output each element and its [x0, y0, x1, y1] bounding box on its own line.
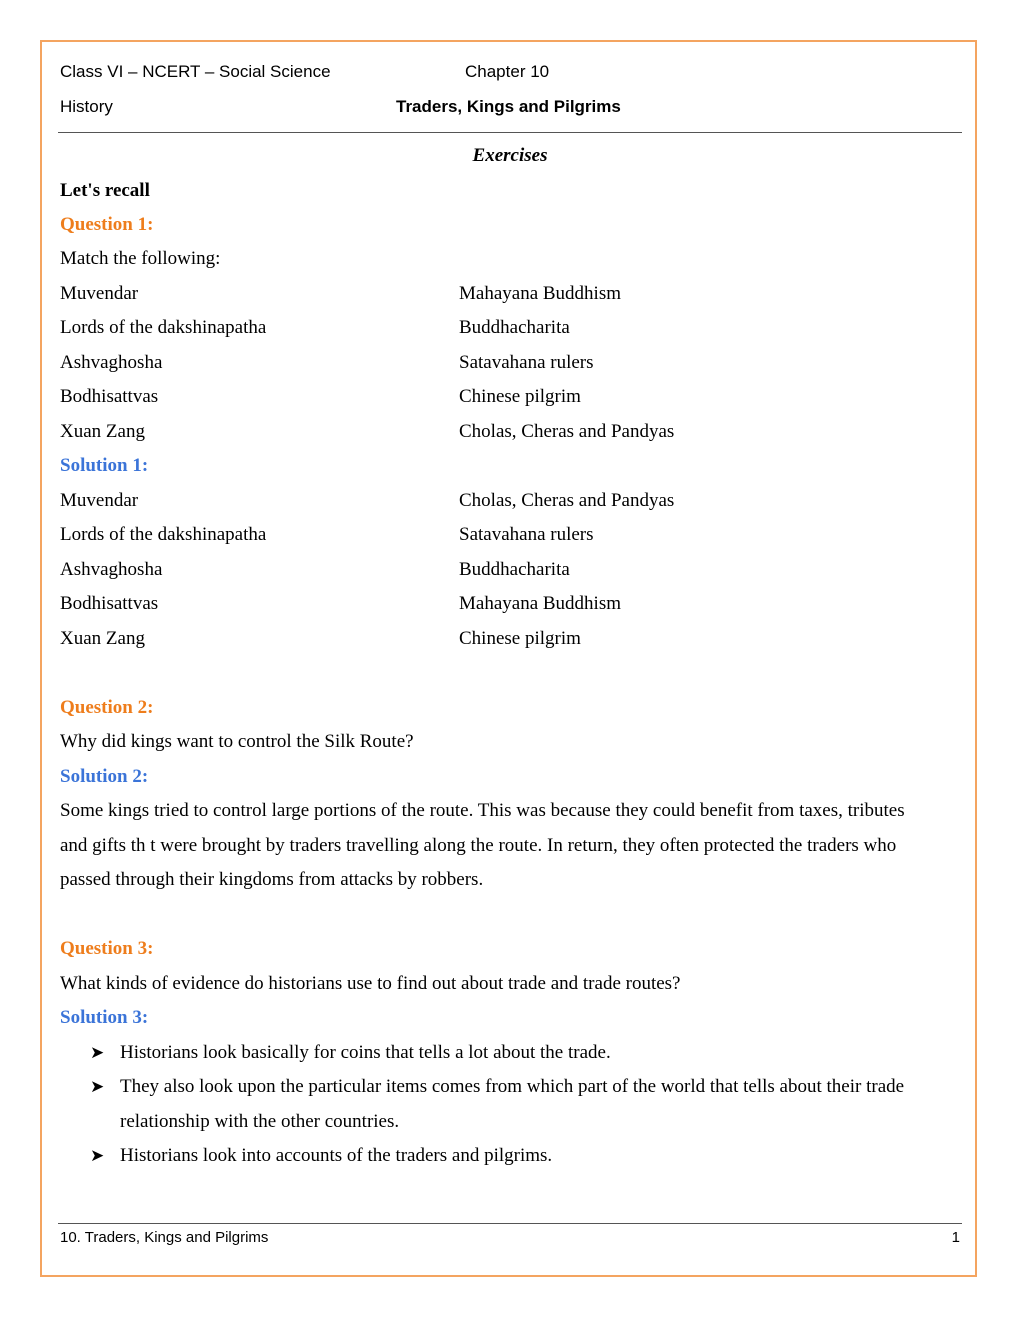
- answer-left: Xuan Zang: [60, 628, 145, 649]
- answer-right: Buddhacharita: [459, 559, 570, 580]
- match-right: Cholas, Cheras and Pandyas: [459, 421, 675, 442]
- question-2-label: Question 2:: [60, 697, 154, 718]
- match-right: Buddhacharita: [459, 317, 570, 338]
- answer-left: Ashvaghosha: [60, 559, 163, 580]
- solution-2-line: Some kings tried to control large portions of the route. This was because they could benefit from taxes, tributes: [60, 800, 905, 821]
- section-title: Let's recall: [60, 180, 150, 201]
- question-1-label: Question 1:: [60, 214, 154, 235]
- solution-2-label: Solution 2:: [60, 766, 149, 787]
- solution-1-label: Solution 1:: [60, 455, 149, 476]
- question-1-prompt: Match the following:: [60, 248, 221, 269]
- match-right: Satavahana rulers: [459, 352, 594, 373]
- header-subject: History: [60, 97, 113, 116]
- arrow-bullet-icon: ➤: [90, 1043, 105, 1063]
- solution-2-line: and gifts th t were brought by traders travelling along the route. In return, they often protected the traders who: [60, 835, 897, 856]
- solution-2-line: passed through their kingdoms from attacks by robbers.: [60, 869, 484, 890]
- answer-left: Bodhisattvas: [60, 593, 159, 614]
- arrow-bullet-icon: ➤: [90, 1146, 105, 1166]
- match-left: Lords of the dakshinapatha: [60, 317, 267, 338]
- answer-right: Satavahana rulers: [459, 524, 594, 545]
- footer-divider: [58, 1223, 962, 1224]
- bullet-line: relationship with the other countries.: [120, 1111, 400, 1132]
- header-chapter: Chapter 10: [465, 62, 550, 81]
- answer-right: Cholas, Cheras and Pandyas: [459, 490, 675, 511]
- arrow-bullet-icon: ➤: [90, 1077, 105, 1097]
- answer-right: Mahayana Buddhism: [459, 593, 622, 614]
- exercises-title: Exercises: [472, 145, 548, 166]
- match-left: Muvendar: [60, 283, 139, 304]
- answer-right: Chinese pilgrim: [459, 628, 581, 649]
- match-left: Bodhisattvas: [60, 386, 159, 407]
- match-right: Mahayana Buddhism: [459, 283, 622, 304]
- page-number: 1: [951, 1229, 960, 1246]
- question-3-label: Question 3:: [60, 938, 154, 959]
- answer-left: Muvendar: [60, 490, 139, 511]
- footer-chapter-title: 10. Traders, Kings and Pilgrims: [60, 1229, 269, 1246]
- match-left: Ashvaghosha: [60, 352, 163, 373]
- solution-3-label: Solution 3:: [60, 1007, 149, 1028]
- header-divider: [58, 132, 962, 133]
- match-right: Chinese pilgrim: [459, 386, 581, 407]
- question-2-prompt: Why did kings want to control the Silk Route?: [60, 731, 414, 752]
- header-chapter-title: Traders, Kings and Pilgrims: [396, 97, 621, 116]
- question-3-prompt: What kinds of evidence do historians use to find out about trade and trade routes?: [60, 973, 681, 994]
- header-class-line: Class VI – NCERT – Social Science: [60, 62, 331, 81]
- bullet-line: They also look upon the particular items comes from which part of the world that tells about their trade: [120, 1076, 905, 1097]
- answer-left: Lords of the dakshinapatha: [60, 524, 267, 545]
- bullet-line: Historians look basically for coins that tells a lot about the trade.: [120, 1042, 611, 1063]
- match-left: Xuan Zang: [60, 421, 145, 442]
- bullet-line: Historians look into accounts of the traders and pilgrims.: [120, 1145, 553, 1166]
